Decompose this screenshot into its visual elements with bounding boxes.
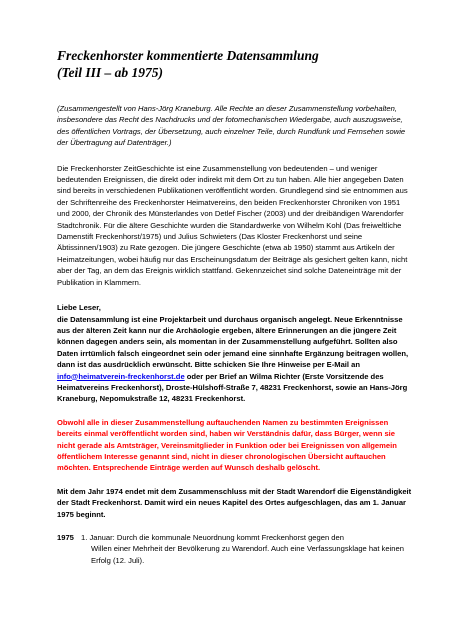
title-line-2: (Teil III – ab 1975) [57,65,164,80]
email-link[interactable]: info@heimatverein-freckenhorst.de [57,371,185,381]
greeting: Liebe Leser, [57,303,101,313]
document-content [57,47,412,566]
appeal-text-after: oder per Brief an Wilma Richter (Erste Vorsitzende des Heimatvereins Freckenhorst), Droste-Hülshoff-Straße 7, 48231 Freckenhorst, sowie an Hans-Jörg Kraneburg, Nepomukstraße 12, 48231 Freckenhorst. [57,371,408,404]
entry-year: 1975 [57,533,74,542]
reader-appeal [57,302,412,405]
entry-text [81,532,412,566]
privacy-warning: Obwohl alle in dieser Zusammenstellung auftauchenden Namen zu bestimmten Ereignissen bereits einmal veröffentlicht worden sind, haben wir Verständnis dafür, dass Bürger, wenn sie nicht gerade als Amtsträger, Vereinsmitglieder in Funktion oder bei Ereignissen von allgemein öffentlichem Interesse genannt sind, nicht in dieser chronologischen Übersicht auftauchen möchten. Entsprechende Einträge werden auf Wunsch deshalb gelöscht. [57,417,397,473]
appeal-text-before: die Datensammlung ist eine Projektarbeit und durchaus organisch angelegt. Neue Erkenntnisse aus der älteren Zeit kann nur die Archäologie ergeben, ältere Erinnerungen an die jüngere Zeit können dagegen anders sein, als momentan in der Zusammenstellung aufgeführt. Sollten also Daten irrtümlich falsch eingeordnet sein oder jemand eine sinnhafte Ergänzung beitragen wollen, dann ist das ausdrücklich erwünscht. Bitte schicken Sie Ihre Hinweise per E-Mail an [57,314,409,370]
intro-paragraph: Die Freckenhorster ZeitGeschichte ist eine Zusammenstellung von bedeutenden – und weniger bedeutenden Ereignissen, die direkt oder indirekt mit dem Ort zu tun haben. Alle hier angegeben Daten sind bereits in verschiedenen Publikationen veröffentlicht worden. Grundlegend sind sie entnommen aus der Schriftenreihe des Freckenhorster Heimatvereins, den beiden Freckenhorster Chroniken von 1951 und 2000, der Chronik des Münsterlandes von Detlef Fischer (2003) und der dreibändigen Warendorfer Stadtchronik. Für die ältere Geschichte wurden die Standardwerke von Wilhelm Kohl (Das freiweltliche Damenstift Freckenhorst/1975) und Julius Schwieters (Das Kloster Freckenhorst und seine Äbtissinnen/1903) zu Rate gezogen. Die jüngere Geschichte (etwa ab 1950) stammt aus Artikeln der Heimatzeitungen, wobei häufig nur das Erscheinungsdatum der Beiträge als gesichert gelten kann, nicht aber der Tag, an dem das Ereignis wirklich stattfand. Gekennzeichet sind solche Dateneinträge mit der Publikation in Klammern. [57,163,408,287]
document-title [57,47,412,81]
copyright-note: (Zusammengestellt von Hans-Jörg Kraneburg. Alle Rechte an dieser Zusammenstellung vorbehalten, insbesondere das Recht des Nachdrucks und der fotomechanischen Wiedergabe, auch auszugsweise, des öffentlichen Vortrags, der Übersetzung, auch einzelner Teile, durch Rundfunk und Fernsehen sowie der Übertragung auf Datenträger.) [57,104,406,148]
chronology-entry [57,532,412,566]
entry-continuation: Willen einer Mehrheit der Bevölkerung zu Warendorf. Auch eine Verfassungsklage hat keinen Erfolg (12. Juli). [91,544,404,565]
chapter-ending: Mit dem Jahr 1974 endet mit dem Zusammenschluss mit der Stadt Warendorf die Eigenständigkeit der Stadt Freckenhorst. Damit wird ein neues Kapitel des Ortes aufgeschlagen, das am 1. Januar 1975 beginnt. [57,486,412,519]
title-line-1: Freckenhorster kommentierte Datensammlung [57,48,319,63]
entry-first-line: 1. Januar: Durch die kommunale Neuordnung kommt Freckenhorst gegen den [81,533,344,542]
